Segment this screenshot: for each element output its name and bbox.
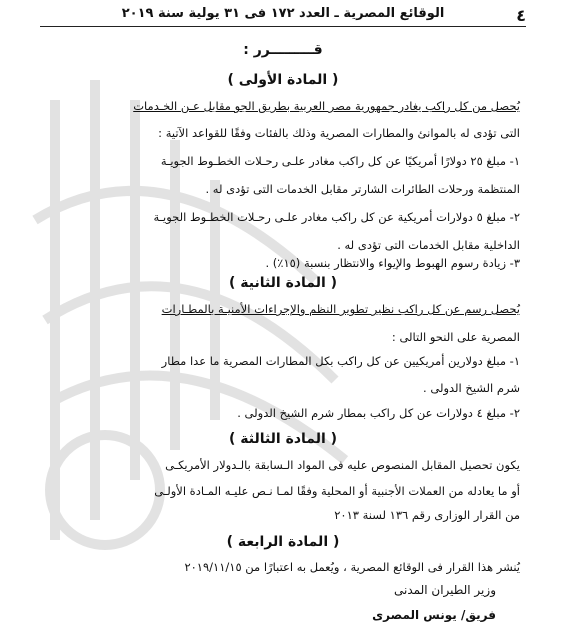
article-2-line-2: المصرية على النحو التالى : (391, 330, 520, 344)
article-1-line-3: ١- مبلغ ٢٥ دولارًا أمريكيًا عن كل راكب مغادر علـى رحـلات الخطـوط الجويـة (160, 154, 520, 168)
signature-role: وزير الطيران المدنى (394, 583, 496, 597)
article-1-title: ( المادة الأولى ) (227, 72, 339, 88)
article-1-line-6: الداخلية مقابل الخدمات التى تؤدى له . (337, 238, 520, 252)
article-1-line-7: ٣- زيادة رسوم الهبوط والإيواء والانتظار بنسبة (١٥٪) . (265, 256, 520, 270)
article-2-line-4: شرم الشيخ الدولى . (423, 381, 520, 395)
article-3-title: ( المادة الثالثة ) (228, 431, 338, 447)
article-4-line-1: يُنشر هذا القرار فى الوقائع المصرية ، ويُعمل به اعتبارًا من ٢٠١٩/١١/١٥ (184, 560, 520, 574)
article-3-line-1: يكون تحصيل المقابل المنصوص عليه فى المواد الـسابقة بالـدولار الأمريكـى (165, 458, 520, 472)
article-3-line-2: أو ما يعادله من العملات الأجنبية أو المحلية وفقًا لمـا نـص عليـه المـادة الأولـى (154, 484, 520, 498)
article-2-line-5: ٢- مبلغ ٤ دولارات عن كل راكب بمطار شرم الشيخ الدولى . (237, 406, 520, 420)
article-1-line-4: المنتظمة ورحلات الطائرات الشارتر مقابل الخدمات التى تؤدى له . (205, 182, 520, 196)
gazette-header (40, 4, 526, 27)
article-3-line-3: من القرار الوزارى رقم ١٣٦ لسنة ٢٠١٣ (334, 508, 520, 522)
article-1-line-1: يُحصل من كل راكب يغادر جمهورية مصر العربية بطريق الجو مقابل عـن الخـدمات (133, 99, 520, 113)
decision-title: قـــــــــرر : (243, 42, 323, 58)
article-4-title: ( المادة الرابعة ) (226, 534, 340, 550)
article-2-title: ( المادة الثانية ) (228, 275, 338, 291)
article-2-line-3: ١- مبلغ دولارين أمريكيين عن كل راكب بكل المطارات المصرية ما عدا مطار (161, 354, 520, 368)
signature-name: فريق/ يونس المصرى (372, 608, 496, 622)
gazette-title: الوقائع المصرية ـ العدد ١٧٢ فى ٣١ يولية سنة ٢٠١٩ (121, 6, 445, 21)
article-1-line-5: ٢- مبلغ ٥ دولارات أمريكية عن كل راكب مغادر علـى رحـلات الخطـوط الجويـة (153, 210, 520, 224)
article-1-line-2: التى تؤدى له بالموانئ والمطارات المصرية وذلك بالفئات وفقًا للقواعد الآتية : (158, 126, 520, 140)
article-2-line-1: يُحصل رسم عن كل راكب نظير تطوير النظم والإجراءات الأمنيـة بالمطـارات (161, 302, 520, 316)
page-number: ٤ (516, 6, 526, 25)
